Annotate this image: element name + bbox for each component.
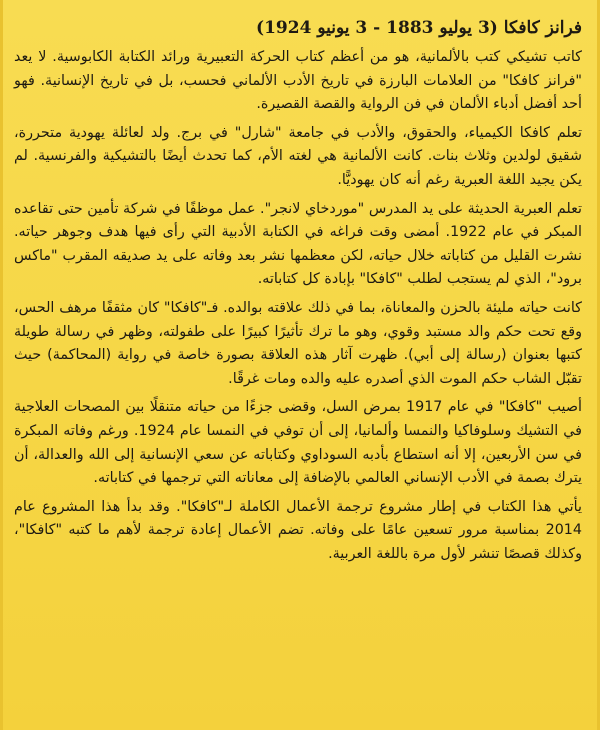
paragraph-education: تعلم كافكا الكيمياء، والحقوق، والأدب في جامعة "شارل" في برج. ولد لعائلة يهودية متحررة، شقيق لولدين وثلاث بنات. كانت الألمانية هي لغته الأم، كما تحدث أيضًا بالتشيكية والفرنسية. لم يكن يجيد اللغة العبرية رغم أنه كان يهوديًّا. [14,124,582,188]
paragraph-father: كانت حياته مليئة بالحزن والمعاناة، بما في ذلك علاقته بوالده. فـ"كافكا" كان مثقفًا مرهف الحس، وقع تحت حكم والد مستبد وقوي، وهو ما ترك تأثيرًا كبيرًا على طفولته، وظهر في رسالة طويلة كتبها بعنوان (رسالة إلى أبي). ظهرت آثار هذه العلاقة بصورة خاصة في رواية (المحاكمة) حيث تقبّل الشاب حكم الموت الذي أصدره عليه والده ومات غرقًا. [14,299,582,387]
paragraph-illness: أصيب "كافكا" في عام 1917 بمرض السل، وقضى جزءًا من حياته متنقلًا بين المصحات العلاجية في التشيك وسلوفاكيا والنمسا وألمانيا، إلى أن توفي في النمسا عام 1924. ورغم وفاته المبكرة في سن الأربعين، إلا أنه استطاع بأدبه السوداوي وكتاباته عن سعي الإنسانية إلى الله والعدالة، أن يترك بصمة في الأدب الإنساني العالمي بالإضافة إلى معاناته التي ترجمها في كتاباته. [14,399,582,487]
page-edge-left [0,0,3,730]
paragraph-project: يأتي هذا الكتاب في إطار مشروع ترجمة الأعمال الكاملة لـ"كافكا". وقد بدأ هذا المشروع عام 2014 بمناسبة مرور تسعين عامًا على وفاته. تضم الأعمال إعادة ترجمة لأهم ما كتبه "كافكا"، وكذلك قصصًا تنشر لأول مرة باللغة العربية. [14,498,582,562]
page-title: فرانز كافكا (3 يوليو 1883 - 3 يونيو 1924) [256,18,582,38]
paragraph-intro: كاتب تشيكي كتب بالألمانية، هو من أعظم كتاب الحركة التعبيرية ورائد الكتابة الكابوسية. لا يعد "فرانز كافكا" من العلامات البارزة في تاريخ الأدب الألماني فحسب، بل في تاريخ الإنسانية. فهو أحد أفضل أدباء الألمان في فن الرواية والقصة القصيرة. [14,49,582,113]
paragraph-career: تعلم العبرية الحديثة على يد المدرس "موردخاي لانجر". عمل موظفًا في شركة تأمين حتى تقاعده المبكر في عام 1922. أمضى وقت فراغه في الكتابة الأدبية التي رأى فيها هدف وجوهر حياته. نشرت القليل من كتاباته خلال حياته، لكن معظمها نشر بعد وفاته على يد صديقه المقرب "ماكس برود"، الذي لم يستجب لطلب "كافكا" بإبادة كل كتاباته. [14,200,582,288]
